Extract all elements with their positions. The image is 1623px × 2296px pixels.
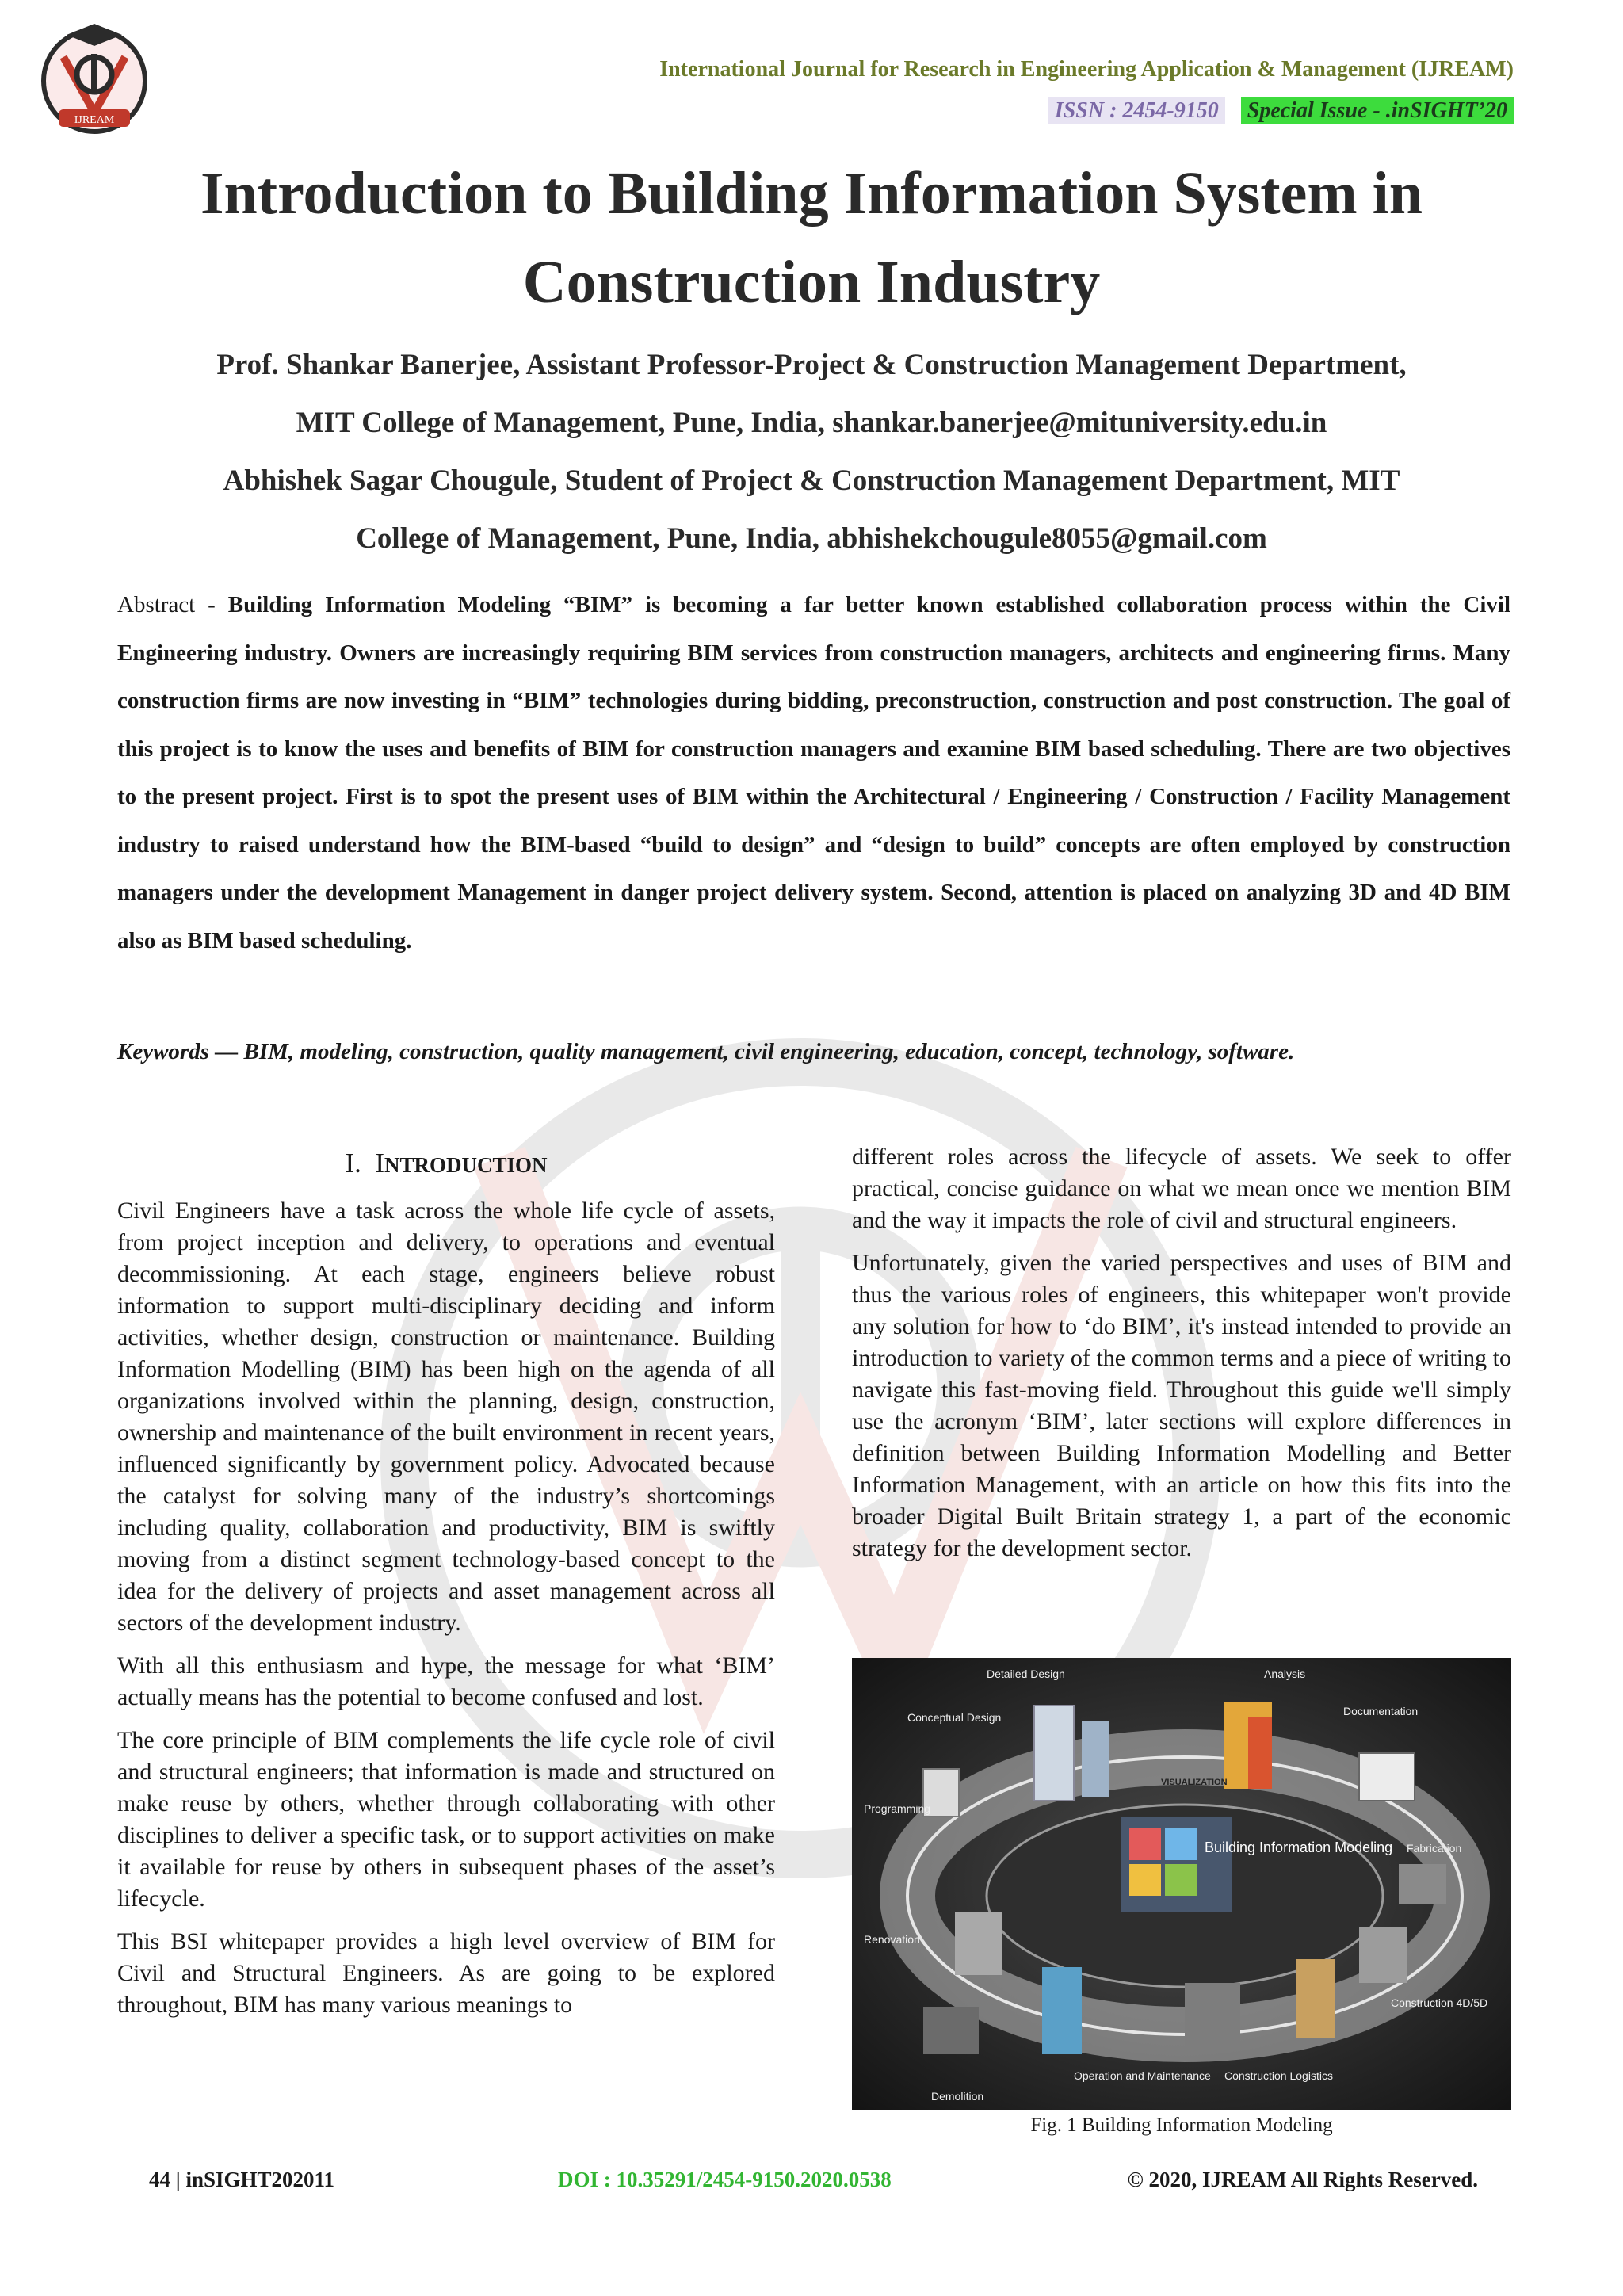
abstract-text: Building Information Modeling “BIM” is becoming a far better known established collaboration process within the Civil Engineering industry. Owners are increasingly requiring BIM services from construction managers, architects and engineering firms. Many construction firms are now investing in “BIM” technologies during bidding, preconstruction, construction and post construction. The goal of this project is to know the uses and benefits of BIM for construction managers and examine BIM based scheduling. There are two objectives to the present project. First is to spot the present uses of BIM within the Architectural / Engineering / Construction / Facility Management industry to raised understand how the BIM-based “build to design” and “design to build” concepts are often employed by construction managers under the development Management in danger project delivery system. Second, attention is placed on analyzing 3D and 4D BIM also as BIM based scheduling. — [117, 592, 1511, 953]
author-line: MIT College of Management, Pune, India, shankar.banerjee@mituniversity.edu.in — [296, 407, 1327, 439]
fig-label-logistics: Construction Logistics — [1224, 2069, 1333, 2082]
abstract-label: Abstract - — [117, 592, 228, 617]
keywords: Keywords — BIM, modeling, construction, quality management, civil engineering, education, concept, technology, software. — [117, 1039, 1295, 1064]
special-issue-badge: Special Issue - .inSIGHT’20 — [1241, 97, 1514, 124]
abstract — [117, 581, 1510, 965]
paragraph: Civil Engineers have a task across the whole life cycle of assets, from project inception and delivery, to operations and eventual decommissioning. At each stage, engineers believe robust information to support multi-disciplinary deciding and inform activities, whether design, construction or maintenance. Building Information Modelling (BIM) has been high on the agenda of all organizations involved within the planning, design, construction, ownership and maintenance of the built environment in recent years, influenced significantly by government policy. Advocated because the catalyst for solving many of the industry’s shortcomings including quality, collaboration and productivity, BIM is swiftly moving from a distinct segment technology-based concept to the idea for the delivery of projects and asset management across all sectors of the development industry. — [117, 1198, 775, 1636]
paragraph: different roles across the lifecycle of assets. We seek to offer practical, concise guidance on what we mean once we mention BIM and the way it impacts the role of civil and structural engineers. — [852, 1144, 1511, 1233]
author-line: College of Management, Pune, India, abhishekchougule8055@gmail.com — [356, 522, 1267, 555]
fig-label-detailed-design: Detailed Design — [987, 1668, 1065, 1680]
author-line: Abhishek Sagar Chougule, Student of Project & Construction Management Department, MIT — [223, 464, 1400, 497]
issn-badge: ISSN : 2454-9150 — [1048, 97, 1225, 124]
fig-label-operation: Operation and Maintenance — [1074, 2069, 1211, 2082]
fig-label-construction-4d5d: Construction 4D/5D — [1391, 1996, 1488, 2009]
footer-page-info: 44 | inSIGHT202011 — [149, 2168, 335, 2191]
paragraph: Unfortunately, given the varied perspectives and uses of BIM and thus the various roles of engineers, this whitepaper won't provide any solution for how to ‘do BIM’, it's instead intended to provide an introduction to variety of the common terms and a piece of writing to navigate this fast-moving field. Throughout this guide we'll simply use the acronym ‘BIM’, later sections will explore differences in definition between Building Information Modelling and Better Information Management, with an article on how this fits into the broader Digital Built Britain strategy 1, a part of the economic strategy for the development sector. — [852, 1250, 1511, 1561]
journal-name: International Journal for Research in Engineering Application & Management (IJREAM) — [659, 57, 1514, 82]
fig-label-fabrication: Fabrication — [1407, 1842, 1462, 1855]
bim-lifecycle-diagram — [852, 1658, 1511, 2110]
fig-label-visualization: VISUALIZATION — [1161, 1778, 1228, 1787]
fig-label-renovation: Renovation — [864, 1933, 920, 1946]
left-column — [117, 1141, 775, 2032]
fig-label-analysis: Analysis — [1264, 1668, 1306, 1680]
logo-text: IJREAM — [74, 114, 115, 126]
footer-copyright: © 2020, IJREAM All Rights Reserved. — [1127, 2168, 1478, 2191]
paper-title: Introduction to Building Information System in Construction Industry — [200, 160, 1423, 315]
figure-caption: Fig. 1 Building Information Modeling — [1030, 2115, 1333, 2136]
paragraph: This BSI whitepaper provides a high level overview of BIM for Civil and Structural Engineers. As are going to be explored throughout, BIM has many various meanings to — [117, 1928, 775, 2018]
fig-label-conceptual-design: Conceptual Design — [907, 1711, 1002, 1724]
section-title-rest: NTRODUCTION — [384, 1153, 548, 1177]
section-heading — [117, 1148, 775, 1181]
fig-label-documentation: Documentation — [1343, 1705, 1419, 1717]
bim-figure — [852, 1658, 1511, 2110]
section-cap-letter: I — [375, 1148, 385, 1179]
section-number: I. — [345, 1148, 361, 1179]
footer-doi: DOI : 10.35291/2454-9150.2020.0538 — [558, 2168, 892, 2191]
authors-block — [95, 336, 1528, 567]
paragraph: The core principle of BIM complements the life cycle role of civil and structural engineers; that information is made and structured on make reuse by others, whether through collaborating with other disciplines to deliver a specific task, or to support activities on make it available for reuse by others in subsequent phases of the asset’s lifecycle. — [117, 1727, 775, 1912]
fig-label-center: Building Information Modeling — [1205, 1839, 1393, 1855]
fig-label-demolition: Demolition — [931, 2090, 984, 2103]
fig-label-programming: Programming — [864, 1802, 931, 1815]
paragraph: With all this enthusiasm and hype, the message for what ‘BIM’ actually means has the potential to become confused and lost. — [117, 1652, 775, 1710]
ijream-logo — [35, 17, 154, 136]
right-column — [852, 1141, 1511, 1576]
author-line: Prof. Shankar Banerjee, Assistant Professor-Project & Construction Management Department, — [216, 349, 1407, 381]
issn-row — [1048, 98, 1514, 124]
